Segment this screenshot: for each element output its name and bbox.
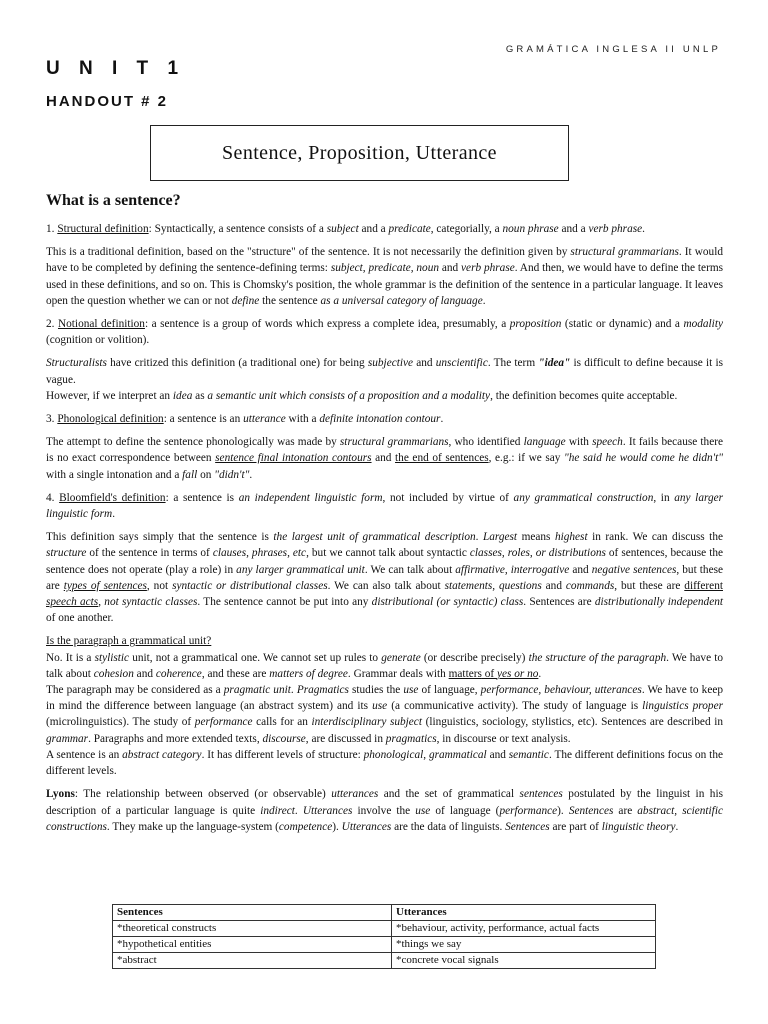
table-row (113, 953, 656, 969)
table-cell: *theoretical constructs (113, 921, 392, 937)
paragraph-idea-interpretation: However, if we interpret an idea as a semantic unit which consists of a proposition and a modality, the definition becomes quite acceptable. (46, 389, 678, 402)
paragraph-abstract-category: A sentence is an abstract category. It has different levels of structure: phonological, grammatical and semantic. The different definitions focus on the different levels. (46, 748, 723, 778)
comparison-table (112, 904, 656, 969)
paragraph-lyons: Lyons: The relationship between observed (or observable) utterances and the set of grammatical sentences postulated by the linguist in his description of a particular language is quite indirect. Utterances involve the use of language (performance). Sentences are abstract, scientific constructions. They make up the language-system (competence). Utterances are the data of linguists. Sentences are part of linguistic theory. (46, 788, 723, 833)
course-label: GRAMÁTICA INGLESA II UNLP (505, 44, 721, 55)
table-cell: *things we say (392, 937, 656, 953)
table-row (113, 937, 656, 953)
handout-number: HANDOUT # 2 (46, 93, 169, 110)
paragraph-structuralists: Structuralists have critized this definition (a traditional one) for being subjective and unscientific. The term "idea" is difficult to define because it is vague. (46, 357, 723, 386)
paragraph-pragmatic-unit: The paragraph may be considered as a pragmatic unit. Pragmatics studies the use of language, performance, behaviour, utterances. We have to keep in mind the difference between language (an abstract system) and its use (a communicative activity). The study of language is linguistics proper (microlinguistics). The study of performance calls for an interdisciplinary subject (linguistics, sociology, stylistics, etc). Sentences are described in grammar. Paragraphs and more extended texts, discourse, are discussed in pragmatics, in discourse or text analysis. (46, 684, 723, 745)
paragraph-question: Is the paragraph a grammatical unit? (46, 635, 212, 648)
unit-title: U N I T 1 (46, 58, 186, 79)
table-header-row (113, 905, 656, 921)
paragraph-traditional-definition: This is a traditional definition, based on the "structure" of the sentence. It is not necessarily the definition given by structural grammarians. It would have to be completed by defining the sentence-defining terms: subject, predicate, noun and verb phrase. And then, we would have to define the terms used in these definitions, and so on. This is Chomsky's position, the whole grammar is the definition of the sentence in a particular language. It leaves open the question whether we can or not define the sentence as a universal category of language. (46, 246, 724, 307)
table-cell: *concrete vocal signals (392, 953, 656, 969)
paragraph-largest-unit: This definition says simply that the sentence is the largest unit of grammatical description. Largest means highest in rank. We can discuss the structure of the sentence in terms of clauses, phrases, etc, but we cannot talk about syntactic classes, roles, or distributions of sentences, because the sentence does not operate (play a role) in any larger grammatical unit. We can talk about affirmative, interrogative and negative sentences, but these are types of sentences, not syntactic or distributional classes. We can also talk about statements, questions and commands, but these are different speech acts, not syntactic classes. The sentence cannot be put into any distributional (or syntactic) class. Sentences are distributionally independent of one another. (46, 531, 724, 625)
table-header-sentences: Sentences (113, 905, 392, 921)
paragraph-notional-definition: 2. Notional definition: a sentence is a group of words which express a complete idea, presumably, a proposition (static or dynamic) and a modality (cognition or volition). (46, 318, 723, 347)
paragraph-structural-definition: 1. Structural definition: Syntactically, a sentence consists of a subject and a predicate, categorially, a noun phrase and a verb phrase. (46, 223, 645, 235)
table-cell: *behaviour, activity, performance, actual facts (392, 921, 656, 937)
table-cell: *abstract (113, 953, 392, 969)
paragraph-stylistic-unit: No. It is a stylistic unit, not a grammatical one. We cannot set up rules to generate (or describe precisely) the structure of the paragraph. We have to talk about cohesion and coherence, and these are matters of degree. Grammar deals with matters of yes or no. (46, 651, 723, 680)
table-header-utterances: Utterances (392, 905, 656, 921)
paragraph-phonological-definition: 3. Phonological definition: a sentence is an utterance with a definite intonation contour. (46, 413, 444, 426)
paragraph-bloomfield-definition: 4. Bloomfield's definition: a sentence is an independent linguistic form, not included by virtue of any grammatical construction, in any larger linguistic form. (46, 491, 724, 521)
document-title: Sentence, Proposition, Utterance (222, 141, 497, 164)
document-body (46, 221, 723, 842)
table-row (113, 921, 656, 937)
table-cell: *hypothetical entities (113, 937, 392, 953)
paragraph-phonological-attempt: The attempt to define the sentence phonologically was made by structural grammarians, who identified language with speech. It fails because there is no exact correspondence between sentence final intonation contours and the end of sentences, e.g.: if we say "he said he would come he didn't" with a single intonation and a fall on "didn't". (46, 436, 723, 481)
section-heading: What is a sentence? (46, 192, 181, 209)
title-box (150, 125, 569, 181)
